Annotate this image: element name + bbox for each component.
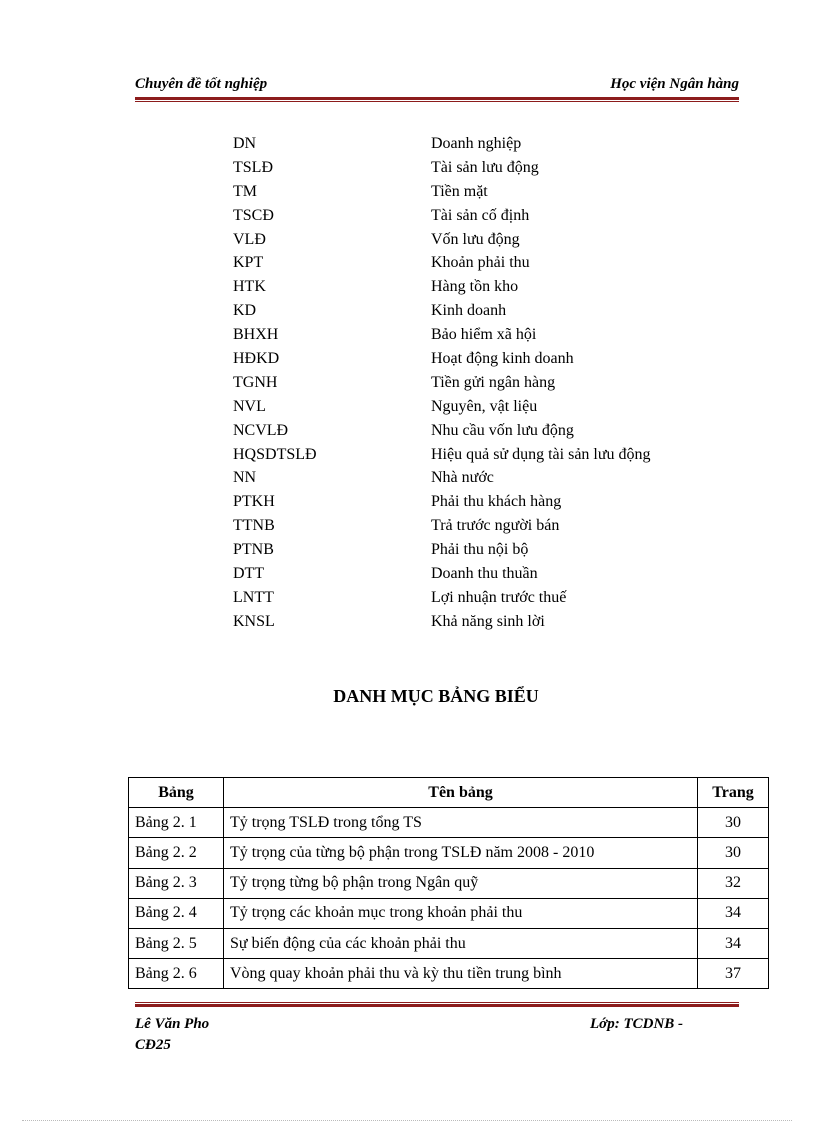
abbreviation-code: TGNH [233,373,278,391]
abbreviation-meaning: Tiền mặt [431,182,488,200]
abbreviation-list [233,132,713,634]
abbreviation-meaning: Kinh doanh [431,302,507,320]
abbreviation-row [233,180,713,204]
abbreviation-row [233,204,713,228]
page-header [135,76,739,96]
footer-class: Lớp: TCDNB - [590,1016,684,1032]
abbreviation-meaning: Lợi nhuận trước thuế [431,588,567,606]
abbreviation-meaning: Khoản phải thu [431,254,530,272]
abbreviation-code: TM [233,182,257,200]
abbreviation-meaning: Nhà nước [431,469,494,487]
abbreviation-code: NVL [233,397,266,415]
abbreviation-row [233,562,713,586]
abbreviation-row [233,228,713,252]
header-page: Trang [698,778,769,808]
abbreviation-code: VLĐ [233,230,266,248]
abbreviation-row [233,395,713,419]
table-name-cell: Tỷ trọng của từng bộ phận trong TSLĐ năm 2008 - 2010 [224,838,698,868]
header-rule [135,97,739,102]
table-number-cell: Bảng 2. 5 [129,928,224,958]
abbreviation-meaning: Doanh thu thuần [431,565,538,583]
abbreviation-code: LNTT [233,588,274,606]
table-list [128,777,769,989]
table-name-cell: Tỷ trọng từng bộ phận trong Ngân quỹ [224,868,698,898]
abbreviation-meaning: Nhu cầu vốn lưu động [431,421,574,439]
footer-author: Lê Văn Pho [135,1016,210,1032]
abbreviation-code: HĐKD [233,350,280,368]
abbreviation-row [233,610,713,634]
abbreviation-meaning: Khả năng sinh lời [431,612,545,630]
table-name-cell: Tỷ trọng các khoản mục trong khoản phải thu [224,898,698,928]
table-row [129,959,769,989]
abbreviation-meaning: Hàng tồn kho [431,278,519,296]
table-row [129,868,769,898]
abbreviation-code: NN [233,469,257,487]
abbreviation-meaning: Hoạt động kinh doanh [431,350,574,368]
abbreviation-code: TSLĐ [233,158,273,176]
abbreviation-code: TSCĐ [233,206,274,224]
footer-course: CĐ25 [135,1037,171,1053]
abbreviation-row [233,251,713,275]
table-row [129,928,769,958]
abbreviation-meaning: Tài sản lưu động [431,158,539,176]
header-institution: Học viện Ngân hàng [610,76,739,92]
page-number-cell: 32 [698,868,769,898]
abbreviation-row [233,299,713,323]
header-table-name: Tên bảng [224,778,698,808]
table-number-cell: Bảng 2. 6 [129,959,224,989]
table-name-cell: Vòng quay khoản phải thu và kỳ thu tiền trung bình [224,959,698,989]
abbreviation-meaning: Phải thu nội bộ [431,541,529,559]
abbreviation-code: HTK [233,278,266,296]
abbreviation-row [233,371,713,395]
abbreviation-meaning: Trả trước người bán [431,517,560,535]
table-number-cell: Bảng 2. 3 [129,868,224,898]
abbreviation-row [233,419,713,443]
table-number-cell: Bảng 2. 1 [129,808,224,838]
abbreviation-code: PTNB [233,541,274,559]
abbreviation-row [233,586,713,610]
abbreviation-row [233,347,713,371]
page-number-cell: 37 [698,959,769,989]
abbreviation-code: BHXH [233,326,279,344]
abbreviation-meaning: Doanh nghiệp [431,135,522,152]
abbreviation-meaning: Vốn lưu động [431,230,520,248]
table-name-cell: Tỷ trọng TSLĐ trong tổng TS [224,808,698,838]
abbreviation-meaning: Hiệu quả sử dụng tài sản lưu động [431,445,651,463]
abbreviation-row [233,443,713,467]
abbreviation-code: TTNB [233,517,275,535]
abbreviation-code: PTKH [233,493,275,511]
abbreviation-row [233,156,713,180]
header-title: Chuyên đề tốt nghiệp [135,76,268,92]
table-name-cell: Sự biến động của các khoản phải thu [224,928,698,958]
abbreviation-row [233,466,713,490]
abbreviation-meaning: Tiền gửi ngân hàng [431,373,556,391]
table-number-cell: Bảng 2. 2 [129,838,224,868]
abbreviation-code: NCVLĐ [233,421,289,439]
table-row [129,838,769,868]
page-number-cell: 34 [698,898,769,928]
abbreviation-row [233,132,713,156]
abbreviation-row [233,275,713,299]
table-header-row [129,778,769,808]
abbreviation-meaning: Bảo hiểm xã hội [431,326,537,344]
footer-rule [135,1002,739,1007]
section-title: DANH MỤC BẢNG BIỂU [333,686,539,706]
page-number-cell: 30 [698,808,769,838]
abbreviation-code: KPT [233,254,264,272]
table-number-cell: Bảng 2. 4 [129,898,224,928]
page-bottom-dotted-line [22,1120,792,1121]
header-table-number: Bảng [129,778,224,808]
abbreviation-code: KD [233,302,257,320]
table-row [129,898,769,928]
page-number-cell: 34 [698,928,769,958]
abbreviation-code: DTT [233,565,265,583]
abbreviation-meaning: Phải thu khách hàng [431,493,562,511]
abbreviation-row [233,514,713,538]
abbreviation-row [233,538,713,562]
abbreviation-meaning: Nguyên, vật liệu [431,397,538,415]
page-number-cell: 30 [698,838,769,868]
abbreviation-code: DN [233,135,257,152]
abbreviation-meaning: Tài sản cố định [431,206,530,224]
abbreviation-code: HQSDTSLĐ [233,445,317,463]
table-row [129,808,769,838]
abbreviation-row [233,490,713,514]
abbreviation-code: KNSL [233,612,275,630]
abbreviation-row [233,323,713,347]
